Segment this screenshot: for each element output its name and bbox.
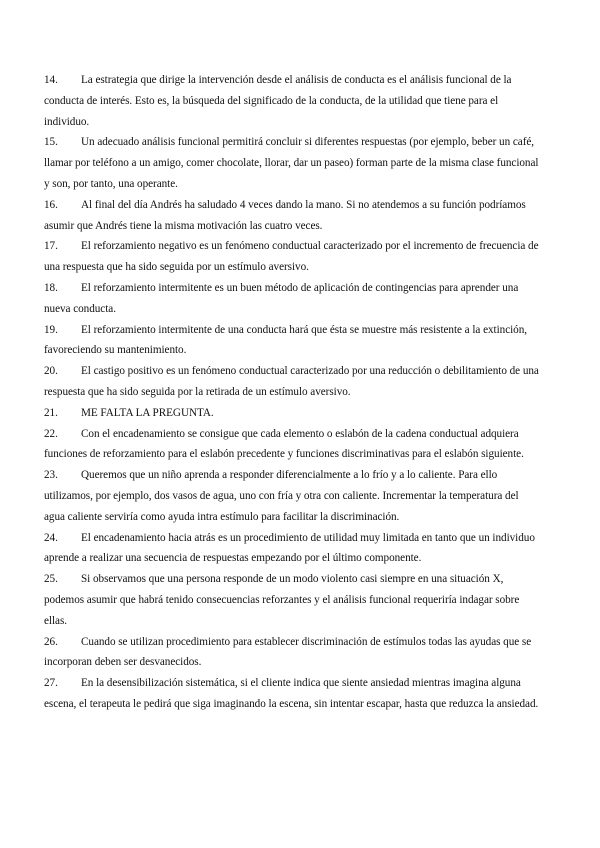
statement-number: 17. <box>44 240 58 253</box>
statement-number: 23. <box>44 469 58 482</box>
statement-text: Al final del día Andrés ha saludado 4 veces dando la mano. Si no atendemos a su función podríamos asumir que Andrés tiene la misma motivación las cuatro veces. <box>44 198 526 232</box>
statement-number: 20. <box>44 365 58 378</box>
statement-20 <box>44 361 542 403</box>
statement-number: 24. <box>44 531 58 544</box>
statement-14 <box>44 70 542 132</box>
statement-number: 27. <box>44 677 58 690</box>
statement-25 <box>44 569 542 631</box>
statement-text: La estrategia que dirige la intervención desde el análisis de conducta es el análisis funcional de la conducta de interés. Esto es, la búsqueda del significado de la conducta, de la utilidad que tiene para el individuo. <box>44 74 512 128</box>
statement-23 <box>44 465 542 527</box>
statement-text: En la desensibilización sistemática, si el cliente indica que siente ansiedad mientras imagina alguna escena, el terapeuta le pedirá que siga imaginando la escena, sin intentar escapar, hasta que reduzca la ansiedad. <box>44 677 539 710</box>
statement-number: 14. <box>44 74 58 86</box>
statement-24 <box>44 528 542 570</box>
statement-17 <box>44 236 542 278</box>
statement-number: 19. <box>44 323 58 336</box>
statement-18 <box>44 278 542 320</box>
statement-text: El reforzamiento intermitente de una conducta hará que ésta se muestre más resistente a la extinción, favoreciendo su mantenimiento. <box>44 323 527 357</box>
statement-text: Cuando se utilizan procedimiento para establecer discriminación de estímulos todas las ayudas que se incorporan deben ser desvanecidos. <box>44 635 532 669</box>
statement-text: El reforzamiento intermitente es un buen método de aplicación de contingencias para aprender una nueva conducta. <box>44 281 519 315</box>
statement-number: 25. <box>44 573 58 586</box>
statement-number: 15. <box>44 136 58 149</box>
statement-number: 18. <box>44 281 58 294</box>
statement-19 <box>44 320 542 362</box>
statement-26 <box>44 632 542 674</box>
statement-text: Queremos que un niño aprenda a responder diferencialmente a lo frío y a lo caliente. Para ello utilizamos, por ejemplo, dos vasos de agua, uno con fría y otra con caliente. Incrementar la temperatura del agua caliente serviría como ayuda intra estímulo para facilitar la discriminación. <box>44 469 519 523</box>
statement-text: Un adecuado análisis funcional permitirá concluir si diferentes respuestas (por ejemplo, beber un café, llamar por teléfono a un amigo, comer chocolate, llorar, dar un paseo) forman parte de la misma clase funcional y son, por tanto, una operante. <box>44 136 539 190</box>
statement-number: 21. <box>44 406 58 419</box>
statement-27 <box>44 673 542 715</box>
statement-15 <box>44 132 542 194</box>
statement-text: Si observamos que una persona responde de un modo violento casi siempre en una situación X, podemos asumir que habrá tenido consecuencias reforzantes y el análisis funcional requeriría indagar sobre ellas. <box>44 573 520 627</box>
statement-text: El encadenamiento hacia atrás es un procedimiento de utilidad muy limitada en tanto que un individuo aprende a realizar una secuencia de respuestas empezando por el último componente. <box>44 531 535 565</box>
statement-text: El reforzamiento negativo es un fenómeno conductual caracterizado por el incremento de frecuencia de una respuesta que ha sido seguida por un estímulo aversivo. <box>44 240 539 274</box>
statement-16 <box>44 195 542 237</box>
numbered-statement-list <box>44 70 542 715</box>
statement-text: El castigo positivo es un fenómeno conductual caracterizado por una reducción o debilitamiento de una respuesta que ha sido seguida por la retirada de un estímulo aversivo. <box>44 365 539 398</box>
statement-text: ME FALTA LA PREGUNTA. <box>81 406 214 419</box>
statement-22 <box>44 424 542 466</box>
statement-number: 22. <box>44 427 58 440</box>
statement-number: 16. <box>44 198 58 211</box>
statement-number: 26. <box>44 635 58 648</box>
statement-21 <box>44 403 542 424</box>
statement-text: Con el encadenamiento se consigue que cada elemento o eslabón de la cadena conductual adquiera funciones de reforzamiento para el eslabón precedente y funciones discriminativas para el eslabón siguiente. <box>44 427 524 461</box>
